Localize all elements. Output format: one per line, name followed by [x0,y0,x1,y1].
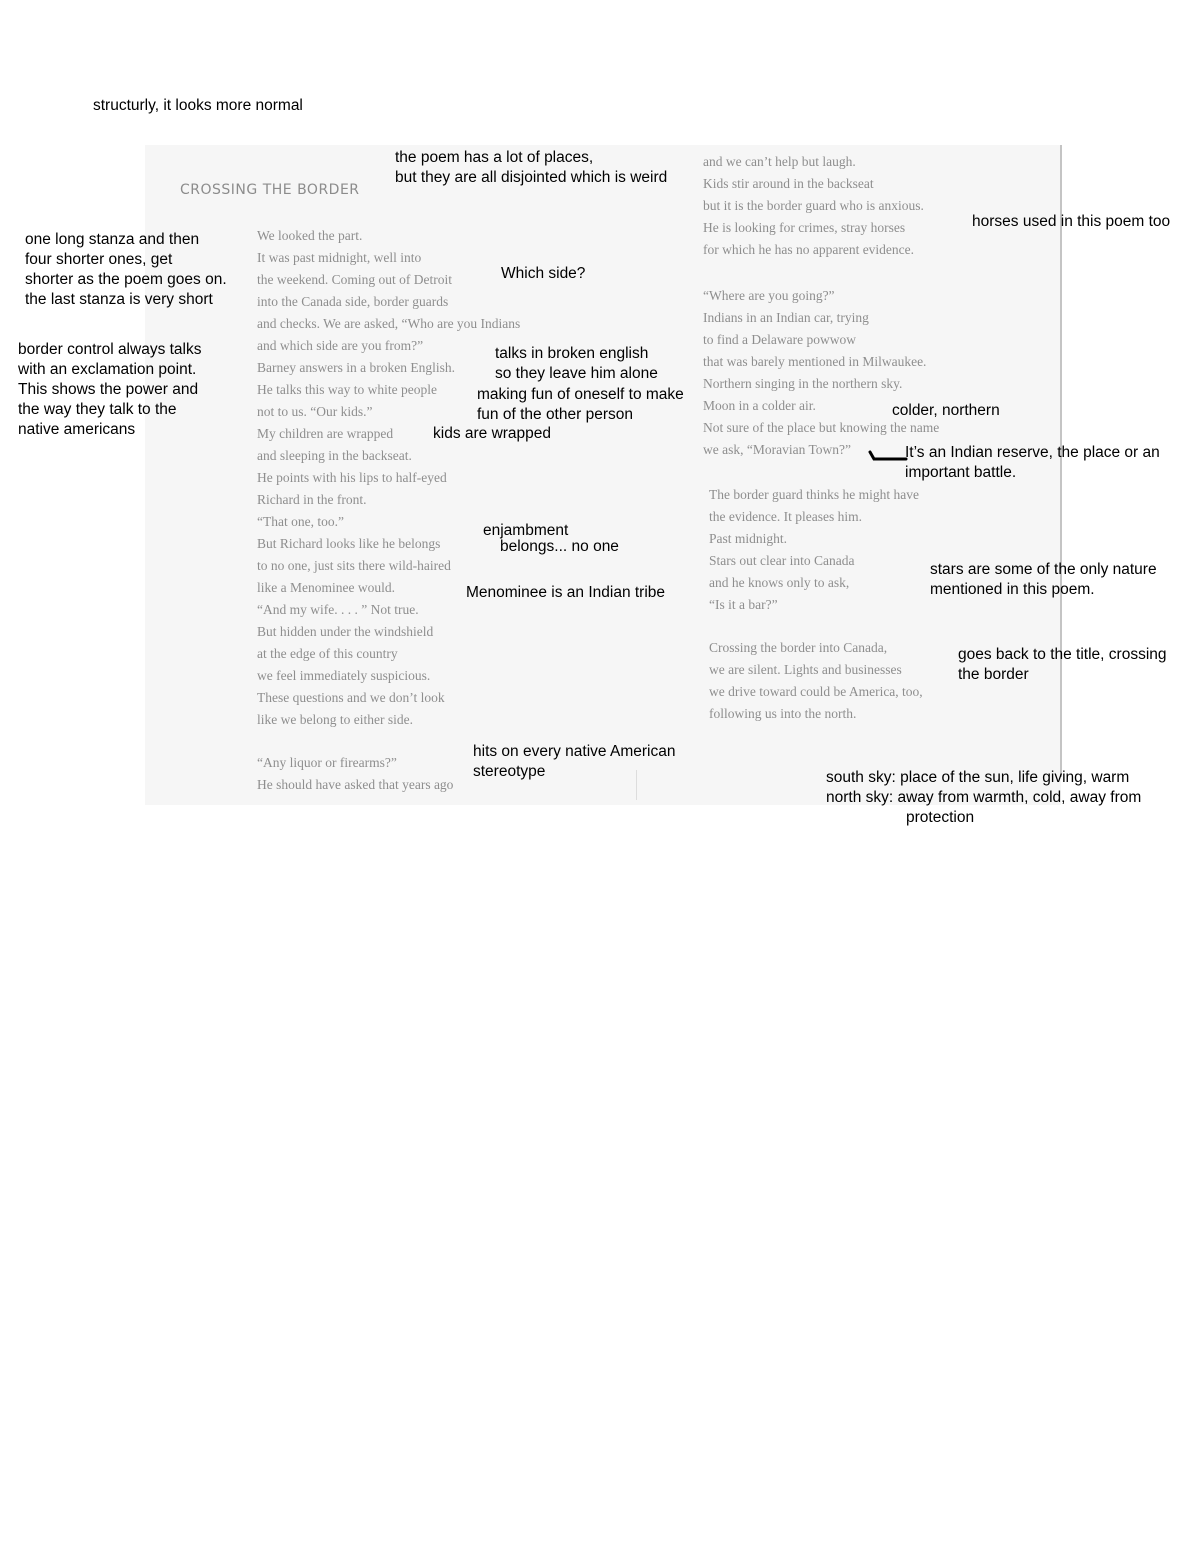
poem-line: like we belong to either side. [257,712,413,727]
poem-line: The border guard thinks he might have [709,487,919,502]
note-which-side [501,264,585,284]
poem-line: we feel immediately suspicious. [257,668,431,683]
poem-line: Kids stir around in the backseat [703,176,874,191]
note-line: the poem has a lot of places, [395,149,594,166]
note-line: kids are wrapped [433,425,552,442]
poem-line: Stars out clear into Canada [709,553,855,568]
poem-line: “That one, too.” [257,514,344,529]
note-line: the border [958,666,1029,683]
poem-line: but it is the border guard who is anxious. [703,198,924,213]
poem-line: following us into the north. [709,706,857,721]
note-line: enjambment [483,522,569,539]
poem-line: we ask, “Moravian Town?” [703,442,852,457]
poem-line: But Richard looks like he belongs [257,536,441,551]
note-line: native americans [18,421,136,438]
note-line: making fun of oneself to make [477,386,684,403]
poem-line: for which he has no apparent evidence. [703,242,915,257]
note-line: This shows the power and [18,381,199,398]
note-line: the way they talk to the [18,401,177,418]
note-broken-english [495,344,658,384]
note-line: border control always talks [18,341,202,358]
poem-line: He should have asked that years ago [257,777,454,792]
poem-line: He is looking for crimes, stray horses [703,220,906,235]
poem-line: we drive toward could be America, too, [709,684,923,699]
poem-line: “Where are you going?” [703,288,835,303]
poem-line: we are silent. Lights and businesses [709,662,902,677]
poem-title: CROSSING THE BORDER [180,182,360,198]
arrow-icon [868,449,908,463]
note-belongs [500,537,619,557]
note-line: horses used in this poem too [972,213,1171,230]
poem-line: Not sure of the place but knowing the name [703,420,940,435]
poem-line: like a Menominee would. [257,580,395,595]
note-line: four shorter ones, get [25,251,173,268]
poem-line: and sleeping in the backseat. [257,448,412,463]
poem-line: These questions and we don’t look [257,690,445,705]
note-line: talks in broken english [495,345,649,362]
note-horses [972,212,1170,232]
note-line: the last stanza is very short [25,291,213,308]
note-stanzas [25,230,227,310]
poem-line: But hidden under the windshield [257,624,434,639]
note-line: north sky: away from warmth, cold, away from [826,789,1142,806]
note-line: stereotype [473,763,546,780]
poem-line: and he knows only to ask, [709,575,850,590]
poem-line: to find a Delaware powwow [703,332,856,347]
note-making-fun [477,385,684,425]
poem-line: We looked the part. [257,228,363,243]
note-line: fun of the other person [477,406,633,423]
poem-line: Indians in an Indian car, trying [703,310,869,325]
note-border-control [18,340,202,440]
poem-line: He points with his lips to half-eyed [257,470,447,485]
poem-line: “Any liquor or firearms?” [257,755,397,770]
note-menominee [466,583,665,603]
note-line: so they leave him alone [495,365,658,382]
note-line: Which side? [501,265,586,282]
note-kids-wrapped [433,424,551,444]
note-line: mentioned in this poem. [930,581,1095,598]
poem-line: Barney answers in a broken English. [257,360,455,375]
note-line: Menominee is an Indian tribe [466,584,666,601]
note-stars [930,560,1157,600]
note-colder [892,401,1000,421]
poem-line: “Is it a bar?” [709,597,778,612]
poem-line: He talks this way to white people [257,382,437,397]
poem-line: Richard in the front. [257,492,367,507]
poem-line: the evidence. It pleases him. [709,509,862,524]
note-line: with an exclamation point. [18,361,197,378]
note-line: important battle. [905,464,1017,481]
note-line: belongs... no one [500,538,619,555]
poem-line: into the Canada side, border guards [257,294,449,309]
note-line: protection [906,809,975,826]
poem-line: “And my wife. . . . ” Not true. [257,602,419,617]
note-sky-protection [906,808,974,828]
poem-line: and which side are you from?” [257,338,424,353]
note-line: shorter as the poem goes on. [25,271,227,288]
note-places [395,148,667,188]
note-line: It’s an Indian reserve, the place or an [905,444,1160,461]
note-line: colder, northern [892,402,1000,419]
poem-line: Moon in a colder air. [703,398,816,413]
note-sky [826,768,1141,808]
poem-line: and checks. We are asked, “Who are you Indians [257,316,521,331]
note-line: one long stanza and then [25,231,200,248]
poem-line: Past midnight. [709,531,788,546]
poem-line: at the edge of this country [257,646,398,661]
poem-line: Northern singing in the northern sky. [703,376,903,391]
note-title-back [958,645,1167,685]
poem-line: My children are wrapped [257,426,394,441]
note-line: hits on every native American [473,743,676,760]
poem-line: the weekend. Coming out of Detroit [257,272,452,287]
note-line: south sky: place of the sun, life giving, warm [826,769,1130,786]
poem-line: Crossing the border into Canada, [709,640,888,655]
poem-line: that was barely mentioned in Milwaukee. [703,354,927,369]
poem-line: and we can’t help but laugh. [703,154,856,169]
note-line: structurly, it looks more normal [93,97,303,114]
poem-line: It was past midnight, well into [257,250,422,265]
note-stereotype [473,742,675,782]
note-line: stars are some of the only nature [930,561,1157,578]
note-structure [93,96,303,116]
poem-line: not to us. “Our kids.” [257,404,373,419]
poem-line: to no one, just sits there wild-haired [257,558,451,573]
note-indian-reserve [905,443,1160,483]
note-line: goes back to the title, crossing [958,646,1167,663]
note-line: but they are all disjointed which is weird [395,169,668,186]
